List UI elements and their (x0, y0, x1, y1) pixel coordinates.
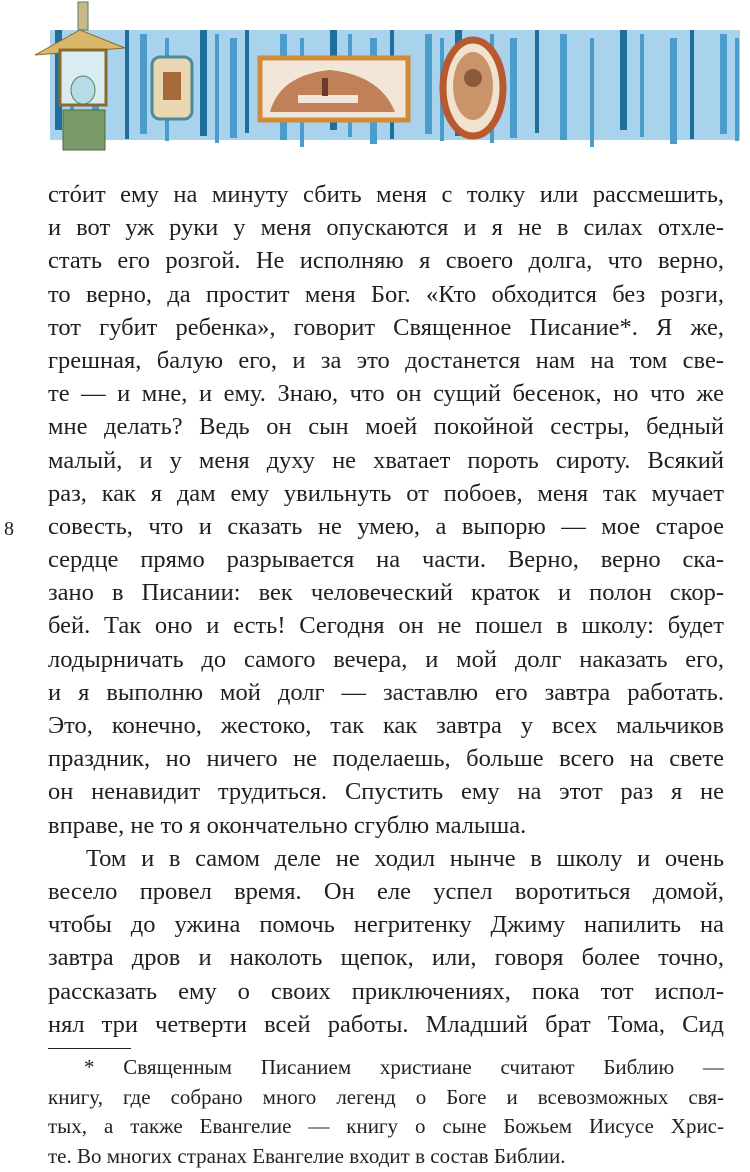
footnote-line: книгу, где собрано много легенд о Боге и всевозможных свя- (48, 1084, 724, 1109)
portrait-frame-icon (443, 40, 503, 136)
wall-stripe (125, 30, 129, 139)
text-line: зано в Писании: век человеческий краток и полон скор- (48, 579, 724, 607)
text-line: чтобы до ужина помочь негритенку Джиму напилить на (48, 911, 724, 939)
small-frame-icon (152, 57, 192, 119)
wall-stripe (560, 34, 567, 140)
wall-stripe (620, 30, 627, 130)
text-line: и вот уж руки у меня опускаются и я не в силах отхле- (48, 214, 724, 242)
text-line: то верно, да простит меня Бог. «Кто обходится без розги, (48, 280, 724, 308)
wall-stripe (535, 30, 539, 133)
text-line: он ненавидит трудиться. Спустить ему на этот раз я не (48, 778, 724, 806)
wall-stripe (640, 34, 644, 137)
footnote-line: * Священным Писанием христиане считают Библию — (84, 1055, 724, 1079)
footnote (48, 1053, 724, 1172)
ship-picture-frame-icon (260, 58, 408, 120)
footnote-line: тых, а также Евангелие — книгу о сыне Божьем Иисусе Хрис- (48, 1114, 724, 1139)
text-line: раз, как я дам ему увильнуть от побоев, меня так мучает (48, 479, 724, 507)
text-line: весело провел время. Он еле успел воротиться домой, (48, 877, 724, 905)
wall-stripe (720, 34, 727, 134)
wall-stripe (215, 34, 219, 143)
wall-stripe (245, 30, 249, 133)
text-line: тот губит ребенка», говорит Священное Писание*. Я же, (48, 313, 724, 341)
text-line: совесть, что и сказать не умею, а выпорю — мое старое (48, 512, 724, 540)
text-line: нял три четверти всей работы. Младший брат Тома, Сид (48, 1010, 724, 1038)
text-line: лодырничать до самого вечера, и мой долг наказать его, (48, 645, 724, 673)
text-line: завтра дров и наколоть щепок, или, говоря более точно, (48, 944, 724, 972)
text-line: бей. Так оно и есть! Сегодня он не пошел в школу: будет (48, 612, 724, 640)
wall-stripe (510, 38, 517, 138)
wall-stripe (590, 38, 594, 147)
text-line: и я выполню мой долг — заставлю его завтра работать. (48, 678, 724, 706)
text-line: грешная, балую его, и за это достанется нам на том све- (48, 346, 724, 374)
text-line: малый, и у меня духу не хватает пороть сироту. Всякий (48, 446, 724, 474)
header-illustration (30, 0, 750, 160)
text-line: мне делать? Ведь он сын моей покойной сестры, бедный (48, 413, 724, 441)
wall-stripe (200, 30, 207, 136)
text-line: рассказать ему о своих приключениях, пока тот испол- (48, 977, 724, 1005)
text-line: Том и в самом деле не ходил нынче в школу и очень (86, 844, 724, 872)
wall-stripe (670, 38, 677, 144)
text-line: стать его розгой. Не исполняю я своего долга, что верно, (48, 247, 724, 275)
text-line: те — и мне, и ему. Знаю, что он сущий бесенок, но что же (48, 380, 724, 408)
wall-stripe (140, 34, 147, 134)
wall-stripe (690, 30, 694, 139)
text-line: Это, конечно, жестоко, так как завтра у всех мальчиков (48, 712, 724, 739)
wall-stripe (735, 38, 739, 141)
page-number: 8 (4, 518, 14, 540)
text-line: сердце прямо разрывается на части. Верно, верно ска- (48, 546, 724, 574)
wall-stripe (425, 34, 432, 134)
footnote-line: те. Во многих странах Евангелие входит в состав Библии. (48, 1144, 566, 1169)
text-line: стóит ему на минуту сбить меня с толку или рассмешить, (48, 181, 724, 208)
body-text (48, 178, 724, 1041)
footnote-divider (48, 1048, 131, 1049)
text-line: вправе, не то я окончательно сгублю малыша. (48, 811, 527, 839)
wall-stripe (230, 38, 237, 138)
text-line: праздник, но ничего не поделаешь, больше всего на свете (48, 745, 724, 773)
